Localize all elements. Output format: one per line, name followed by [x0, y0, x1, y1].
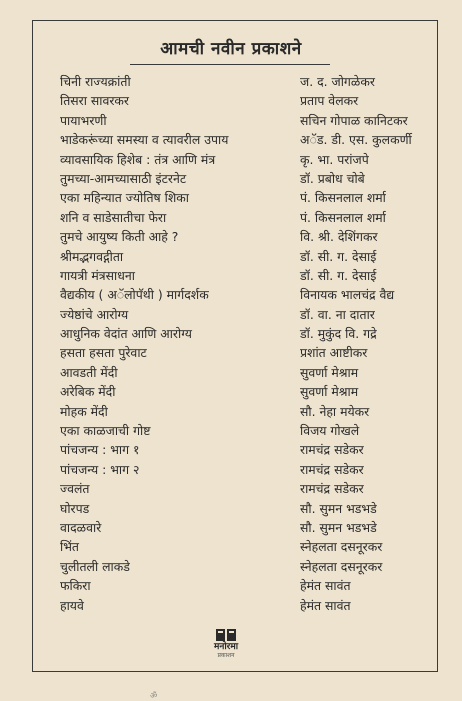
- book-author: पं. किसनलाल शर्मा: [300, 190, 386, 206]
- book-title: आधुनिक वेदांत आणि आरोग्य: [60, 326, 192, 342]
- list-item: [60, 421, 420, 440]
- list-item: [60, 285, 420, 304]
- book-author: प्रशांत आष्टीकर: [300, 345, 368, 361]
- page-mark: ॐ: [150, 691, 158, 700]
- book-author: डॉ. प्रबोध चोबे: [300, 170, 365, 186]
- book-title: व्यावसायिक हिशेब : तंत्र आणि मंत्र: [60, 151, 216, 167]
- book-title: पायाभरणी: [60, 112, 107, 128]
- book-title: ज्वलंत: [60, 481, 90, 497]
- book-title: एका महिन्यात ज्योतिष शिका: [60, 190, 189, 206]
- book-author: अॅड. डी. एस. कुलकर्णी: [300, 132, 412, 148]
- book-author: सौ. सुमन भडभडे: [300, 519, 377, 535]
- book-title: हसता हसता पुरेवाट: [60, 345, 147, 361]
- book-title: वादळवारे: [60, 519, 102, 535]
- book-title: अरेबिक मेंदी: [60, 384, 116, 400]
- book-author: सचिन गोपाळ कानिटकर: [300, 112, 408, 128]
- list-item: [60, 266, 420, 285]
- book-author: हेमंत सावंत: [300, 597, 351, 613]
- publisher-name: मनोरमा: [213, 642, 239, 652]
- list-item: [60, 305, 420, 324]
- book-author: विनायक भालचंद्र वैद्य: [300, 287, 395, 303]
- title-underline: [130, 64, 330, 65]
- book-title: हायवे: [60, 597, 84, 613]
- book-author: ज. द. जोगळेकर: [300, 74, 375, 89]
- book-author: विजय गोखले: [300, 423, 360, 439]
- list-item: [60, 111, 420, 130]
- list-item: [60, 596, 420, 615]
- list-item: [60, 227, 420, 246]
- book-title: आवडती मेंदी: [60, 364, 118, 380]
- list-item: [60, 557, 420, 576]
- book-title: शनि व साडेसातीचा फेरा: [60, 209, 167, 225]
- book-title: पांचजन्य : भाग २: [60, 461, 140, 477]
- book-title: श्रीमद्भगवद्गीता: [60, 248, 124, 264]
- book-author: डॉ. वा. ना दातार: [300, 306, 375, 322]
- list-item: [60, 130, 420, 149]
- book-author: डॉ. सी. ग. देसाई: [300, 267, 377, 283]
- list-item: [60, 440, 420, 459]
- list-item: [60, 169, 420, 188]
- book-list: [60, 72, 420, 615]
- book-title: तुमचे आयुष्य किती आहे ?: [60, 229, 179, 245]
- book-title: भिंत: [60, 539, 79, 555]
- book-author: प्रताप वेलकर: [300, 93, 359, 109]
- book-title: एका काळजाची गोष्ट: [60, 423, 151, 439]
- book-title: फकिरा: [60, 578, 91, 594]
- book-title: चुलीतली लाकडे: [60, 558, 130, 574]
- book-author: पं. किसनलाल शर्मा: [300, 209, 386, 225]
- list-item: [60, 382, 420, 401]
- book-author: स्नेहलता दसनूरकर: [300, 558, 383, 574]
- list-item: [60, 402, 420, 421]
- book-title: मोहक मेंदी: [60, 403, 108, 419]
- list-item: [60, 324, 420, 343]
- list-item: [60, 247, 420, 266]
- book-author: सौ. सुमन भडभडे: [300, 500, 377, 516]
- list-item: [60, 208, 420, 227]
- list-item: [60, 537, 420, 556]
- list-item: [60, 363, 420, 382]
- book-author: सुवर्णा मेश्राम: [300, 364, 359, 380]
- book-title: चिनी राज्यक्रांती: [60, 74, 131, 89]
- list-item: [60, 576, 420, 595]
- book-title: गायत्री मंत्रसाधना: [60, 267, 135, 283]
- list-item: [60, 72, 420, 91]
- book-author: रामचंद्र सडेकर: [300, 481, 364, 497]
- book-title: पांचजन्य : भाग १: [60, 442, 140, 458]
- book-title: भाडेकरूंच्या समस्या व त्यावरील उपाय: [60, 132, 229, 148]
- list-item: [60, 188, 420, 207]
- book-author: सुवर्णा मेश्राम: [300, 384, 359, 400]
- book-author: डॉ. मुकुंद वि. गद्रे: [300, 326, 377, 342]
- book-title: तिसरा सावरकर: [60, 93, 129, 109]
- book-title: घोरपड: [60, 500, 90, 516]
- book-author: डॉ. सी. ग. देसाई: [300, 248, 377, 264]
- page-title: आमची नवीन प्रकाशने: [160, 39, 302, 59]
- book-title: तुमच्या-आमच्यासाठी इंटरनेट: [60, 170, 187, 186]
- publisher-logo: [206, 628, 246, 658]
- list-item: [60, 150, 420, 169]
- book-title: वैद्यकीय ( अॅलोपॅथी ) मार्गदर्शक: [60, 287, 209, 303]
- book-author: रामचंद्र सडेकर: [300, 461, 364, 477]
- list-item: [60, 499, 420, 518]
- publisher-sub: प्रकाशन: [217, 652, 235, 659]
- book-author: कृ. भा. परांजपे: [300, 151, 369, 167]
- list-item: [60, 343, 420, 362]
- book-author: हेमंत सावंत: [300, 578, 351, 594]
- list-item: [60, 479, 420, 498]
- book-author: वि. श्री. देशिंगकर: [300, 229, 378, 245]
- book-logo-icon: [215, 628, 237, 642]
- list-item: [60, 460, 420, 479]
- book-title: ज्येष्ठांचे आरोग्य: [60, 306, 129, 322]
- list-item: [60, 91, 420, 110]
- book-author: रामचंद्र सडेकर: [300, 442, 364, 458]
- list-item: [60, 518, 420, 537]
- book-author: सौ. नेहा मयेकर: [300, 403, 370, 419]
- book-author: स्नेहलता दसनूरकर: [300, 539, 383, 555]
